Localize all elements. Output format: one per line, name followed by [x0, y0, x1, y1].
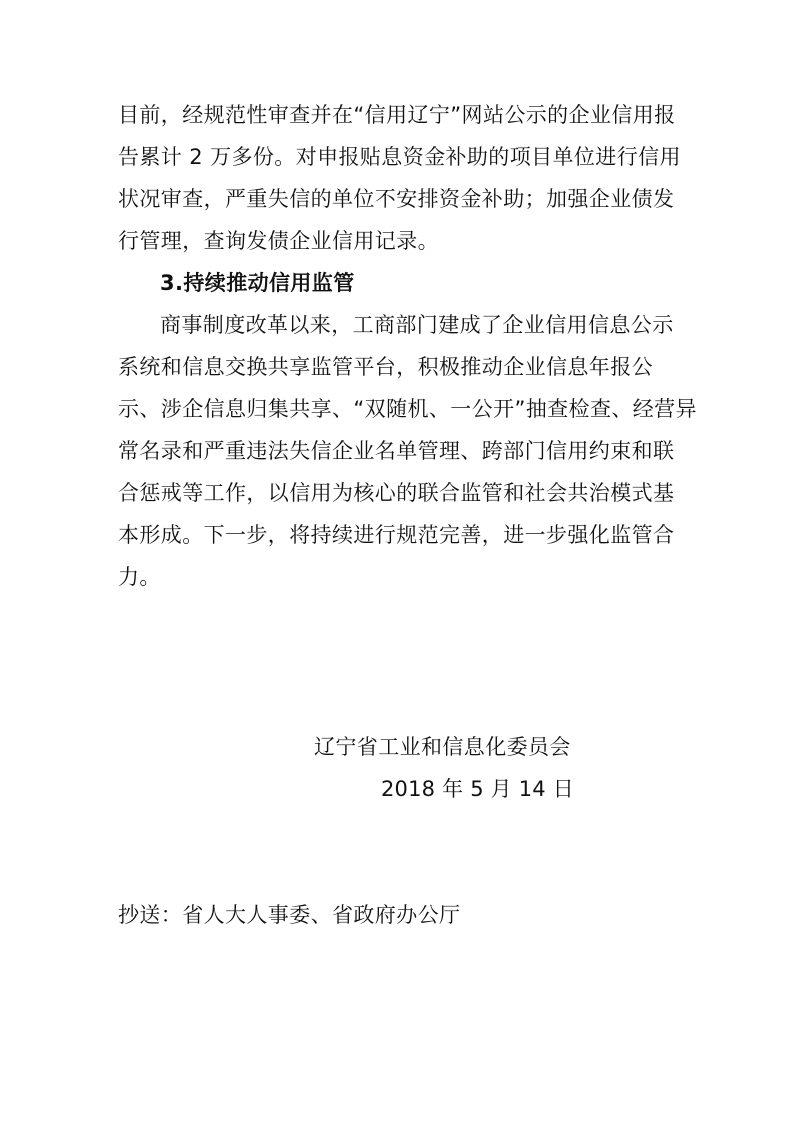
paragraph-2-line-3: 示、涉企信息归集共享、“双随机、一公开”抽查检查、经营异 — [118, 397, 697, 421]
paragraph-2-line-4: 常名录和严重违法失信企业名单管理、跨部门信用约束和联 — [118, 439, 675, 463]
paragraph-1-line-2: 告累计 2 万多份。对申报贴息资金补助的项目单位进行信用 — [118, 145, 681, 169]
paragraph-1-line-3: 状况审查，严重失信的单位不安排资金补助；加强企业债发 — [118, 187, 675, 211]
paragraph-2-line-1: 商事制度改革以来，工商部门建成了企业信用信息公示 — [160, 313, 674, 337]
paragraph-1-line-4: 行管理，查询发债企业信用记录。 — [118, 229, 439, 253]
paragraph-2-line-5: 合惩戒等工作，以信用为核心的联合监管和社会共治模式基 — [118, 481, 675, 505]
paragraph-2-line-7: 力。 — [118, 565, 161, 589]
paragraph-2-line-6: 本形成。下一步，将持续进行规范完善，进一步强化监管合 — [118, 523, 675, 547]
section-heading: 3.持续推动信用监管 — [160, 271, 355, 295]
paragraph-2-line-2: 系统和信息交换共享监管平台，积极推动企业信息年报公 — [118, 355, 653, 379]
signature-organization: 辽宁省工业和信息化委员会 — [314, 735, 571, 759]
signature-date: 2018 年 5 月 14 日 — [381, 777, 574, 801]
cc-line: 抄送：省人大人事委、省政府办公厅 — [118, 903, 461, 927]
paragraph-1-line-1: 目前，经规范性审查并在“信用辽宁”网站公示的企业信用报 — [118, 103, 676, 127]
